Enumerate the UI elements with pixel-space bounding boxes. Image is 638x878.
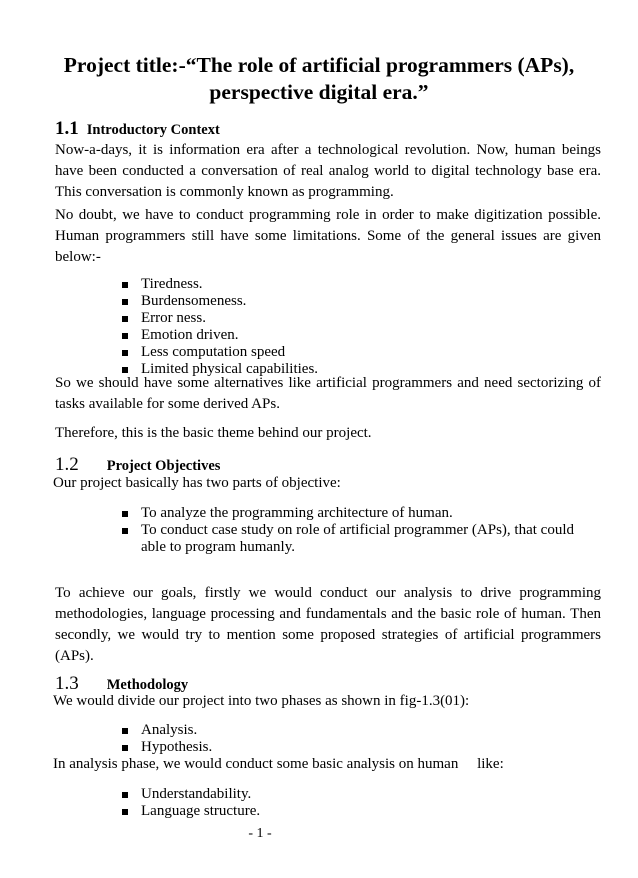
list-item: Hypothesis. [121, 739, 212, 756]
paragraph: So we should have some alternatives like artificial programmers and need sectorizing of tasks available for some derived APs. [55, 375, 601, 412]
section-title: Project Objectives [106, 458, 221, 474]
title-line-2: perspective digital era.” [209, 80, 429, 104]
section-title: Introductory Context [86, 122, 220, 138]
section-number: 1.3 [55, 673, 79, 694]
title-line-1: Project title:-“The role of artificial programmers (APs), [63, 53, 575, 77]
list-item: Less computation speed [121, 344, 318, 361]
bullet-list-phases [121, 722, 212, 756]
paragraph: No doubt, we have to conduct programming role in order to make digitization possible. Human programmers still have some limitations. Some of the general issues are given below:- [55, 207, 601, 265]
list-item: Understandability. [121, 786, 260, 803]
paragraph: In analysis phase, we would conduct some basic analysis on human like: [53, 756, 504, 772]
section-heading-objectives [55, 454, 220, 476]
page-number: - 1 - [248, 826, 272, 841]
paragraph: Therefore, this is the basic theme behind our project. [55, 425, 372, 441]
list-item: Emotion driven. [121, 327, 318, 344]
list-item: Limited physical capabilities. [121, 361, 318, 378]
list-item: Burdensomeness. [121, 293, 318, 310]
section-number: 1.2 [55, 454, 79, 475]
list-item: Tiredness. [121, 276, 318, 293]
list-item: Error ness. [121, 310, 318, 327]
paragraph: To achieve our goals, firstly we would conduct our analysis to drive programming methodologies, language processing and fundamentals and the basic role of human. Then secondly, we would try to mention some proposed strategies of artificial programmers (APs). [55, 585, 601, 664]
paragraph: Our project basically has two parts of objective: [53, 475, 341, 491]
bullet-list-objectives [121, 505, 591, 556]
page-title [40, 52, 598, 106]
paragraph: Now-a-days, it is information era after a technological revolution. Now, human beings have been conducted a conversation of real analog world to digital technology base era. This conversation is commonly known as programming. [55, 142, 601, 200]
bullet-list-analysis [121, 786, 260, 820]
paragraph: We would divide our project into two phases as shown in fig-1.3(01): [53, 693, 470, 709]
section-heading-intro [55, 118, 220, 140]
list-item: Analysis. [121, 722, 212, 739]
list-item: Language structure. [121, 803, 260, 820]
list-item: To conduct case study on role of artificial programmer (APs), that could able to program humanly. [121, 522, 591, 556]
section-title: Methodology [106, 677, 189, 693]
section-number: 1.1 [55, 118, 79, 139]
bullet-list-limitations [121, 276, 318, 378]
list-item: To analyze the programming architecture of human. [121, 505, 591, 522]
